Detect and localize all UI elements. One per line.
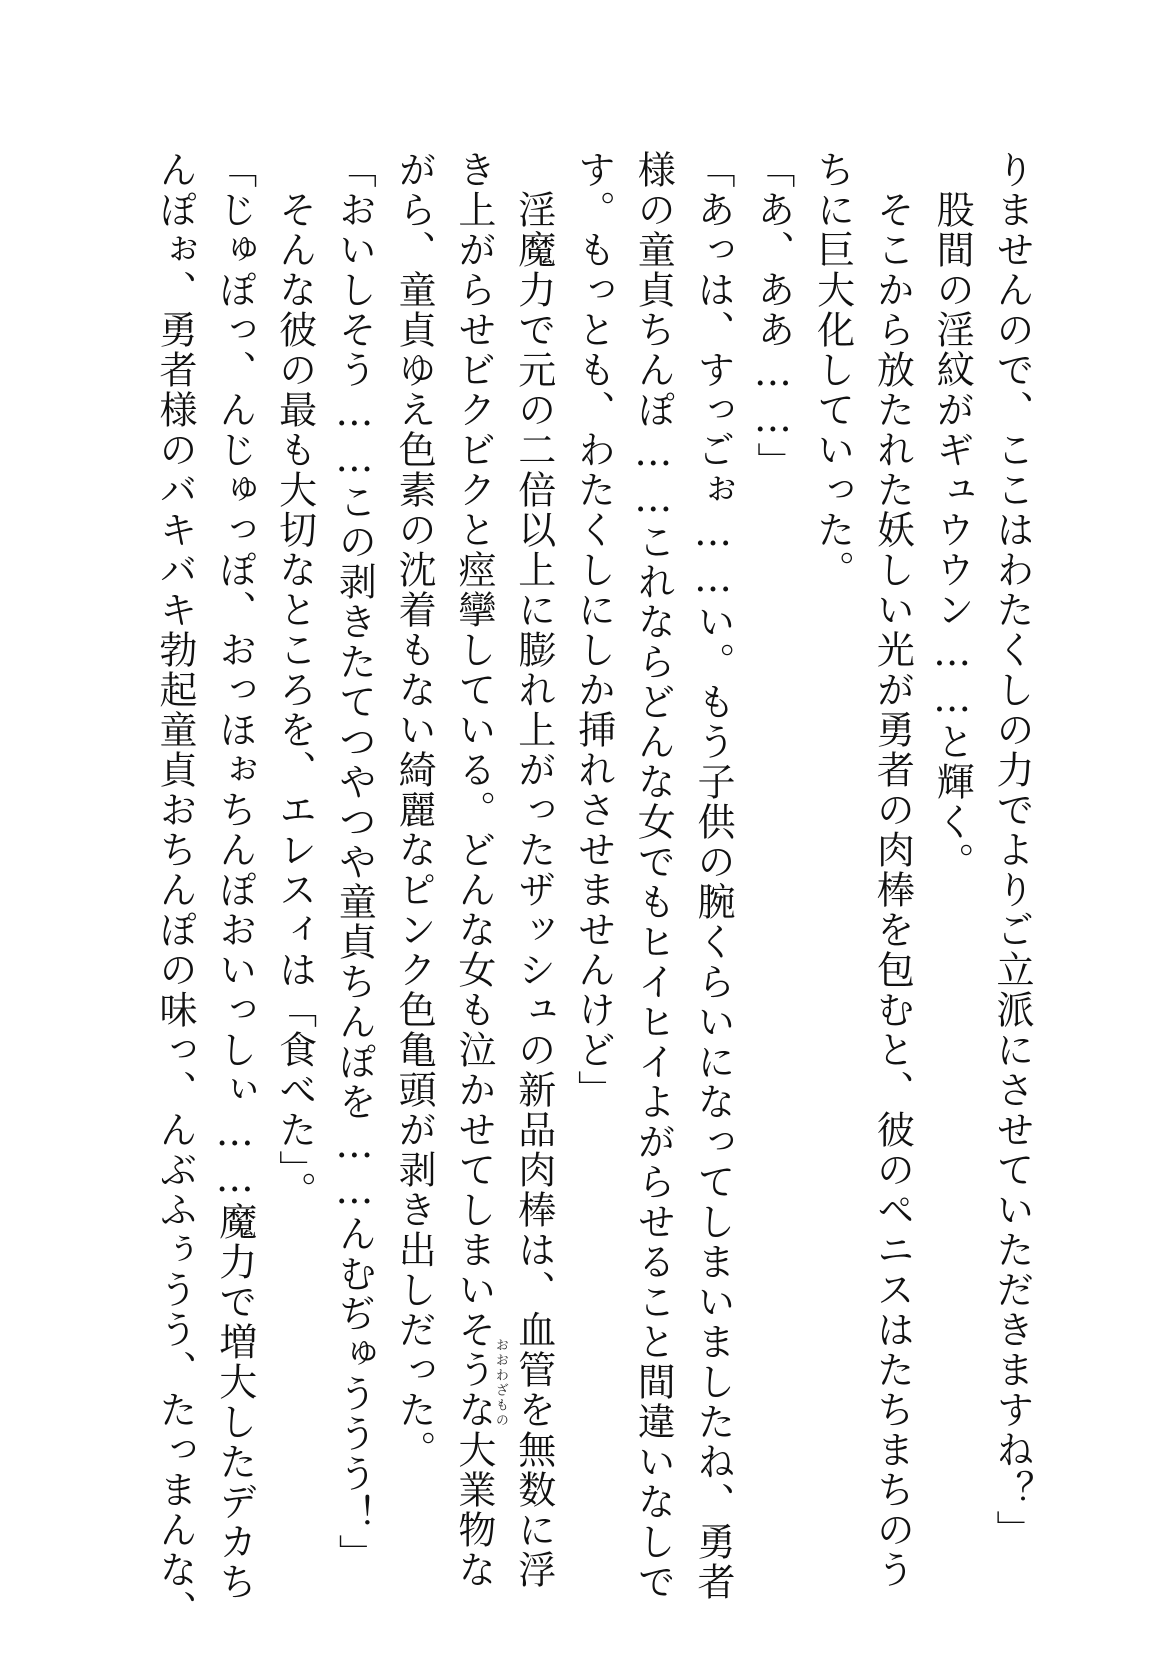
text-line-10-main: き上がらせビクビクと痙攣している。どんな女も泣かせてしまいそうな [451, 150, 496, 1430]
text-line-5: 「あ、ああ……」 [750, 150, 795, 482]
text-line-6: 「あっは、すっごぉ……い。もう子供の腕くらいになってしまいましたね、勇者 [691, 150, 736, 1602]
text-line-3: そこから放たれた妖しい光が勇者の肉棒を包むと、彼のペニスはたちまちのう [870, 150, 915, 1590]
text-line-14: 「じゅぽっ、んじゅっぽ、おっほぉちんぽおいっしぃ……魔力で増大したデカち [212, 150, 257, 1602]
vertical-text-block [148, 150, 1038, 1630]
text-line-11: がら、童貞ゆえ色素の沈着もない綺麗なピンク色亀頭が剥き出しだった。 [392, 150, 437, 1470]
text-line-1: りませんので、ここはわたくしの力でよりご立派にさせていただきますね？」 [989, 150, 1034, 1550]
text-line-12: 「おいしそう……この剥きたてつやつや童貞ちんぽを……んむぢゅううう！」 [332, 150, 377, 1574]
ruby-reading: おおわざもの [492, 1338, 508, 1428]
text-line-9: 淫魔力で元の二倍以上に膨れ上がったザッシュの新品肉棒は、血管を無数に浮 [511, 150, 556, 1590]
text-line-13: そんな彼の最も大切なところを、エレスィは「食べた」。 [272, 150, 317, 1211]
text-line-15: んぽぉ、勇者様のバキバキ勃起童貞おちんぽの味っ、んぶふぅうう、たっまんな、 [153, 150, 197, 1630]
text-line-10-end: 大業物な [451, 1430, 496, 1590]
text-line-2: 股間の淫紋がギュウウン……と輝く。 [930, 150, 975, 882]
text-line-10 [447, 150, 508, 1590]
text-line-8: す。もっとも、わたくしにしか挿れさせませんけど」 [571, 150, 616, 1110]
text-line-4: ちに巨大化していった。 [810, 150, 855, 590]
text-line-7: 様の童貞ちんぽ……これならどんな女でもヒイヒイよがらせること間違いなしで [631, 150, 676, 1602]
